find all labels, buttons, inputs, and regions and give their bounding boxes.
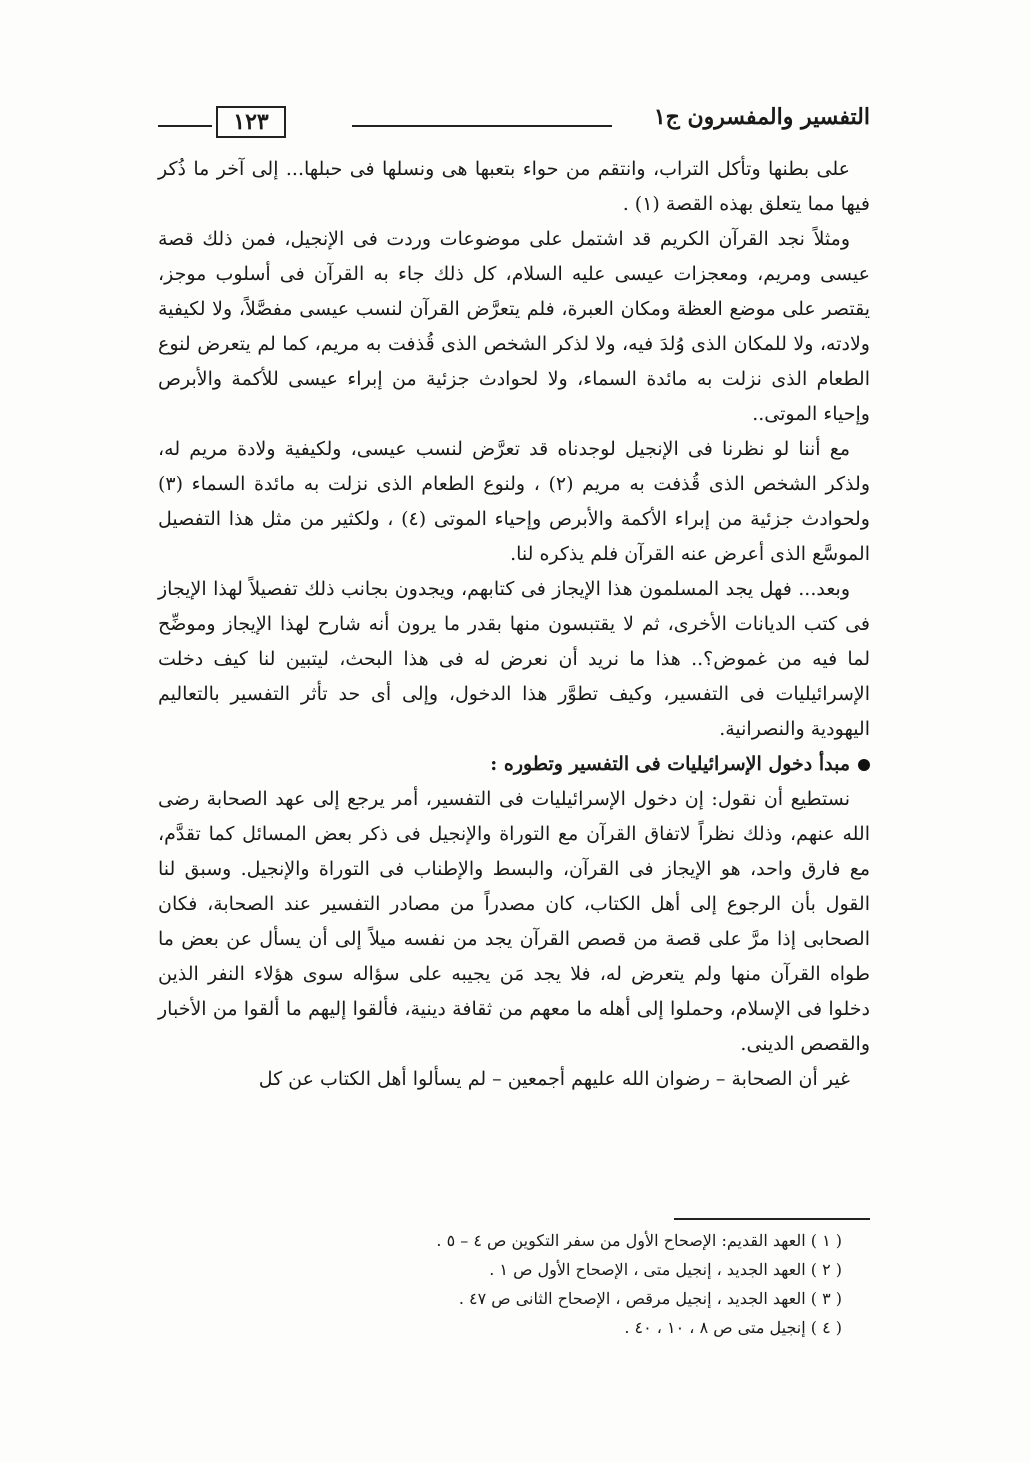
section-heading-text: مبدأ دخول الإسرائيليات فى التفسير وتطوره : (490, 753, 850, 775)
paragraph: نستطيع أن نقول: إن دخول الإسرائيليات فى التفسير، أمر يرجع إلى عهد الصحابة رضى الله عنهم، وذلك نظراً لاتفاق القرآن مع التوراة والإنجيل فى ذكر بعض المسائل كما تقدَّم، مع فارق واحد، هو الإيجاز فى القرآن، والبسط والإطناب فى التوراة والإنجيل. وسبق لنا القول بأن الرجوع إلى أهل الكتاب، كان مصدراً من مصادر التفسير عند الصحابة، فكان الصحابى إذا مرَّ على قصة من قصص القرآن يجد من نفسه ميلاً إلى أن يسأل عن بعض ما طواه القرآن منها ولم يتعرض له، فلا يجد مَن يجيبه على سؤاله سوى هؤلاء النفر الذين دخلوا فى الإسلام، وحملوا إلى أهله ما معهم من ثقافة دينية، فألقوا إليهم ما ألقوا من الأخبار والقصص الدينى. (158, 788, 870, 1055)
footnote: ( ١ ) العهد القديم: الإصحاح الأول من سفر التكوين ص ٤ – ٥ . (436, 1231, 842, 1250)
footnote: ( ٢ ) العهد الجديد ، إنجيل متى ، الإصحاح الأول ص ١ . (489, 1260, 842, 1279)
book-page (158, 98, 870, 1388)
running-header (158, 98, 870, 140)
header-rule (352, 125, 612, 127)
paragraph: وبعد... فهل يجد المسلمون هذا الإيجاز فى كتابهم، ويجدون بجانب ذلك تفصيلاً لهذا الإيجاز فى كتب الديانات الأخرى، ثم لا يقتبسون منها بقدر ما يرون أنه شارح لهذا الإيجاز وموضِّح لما فيه من غموض؟.. هذا ما نريد أن نعرض له فى هذا البحث، ليتبين لنا كيف دخلت الإسرائيليات فى التفسير، وكيف تطوَّر هذا الدخول، وإلى أى حد تأثر التفسير بالتعاليم اليهودية والنصرانية. (158, 578, 870, 740)
paragraph: ومثلاً نجد القرآن الكريم قد اشتمل على موضوعات وردت فى الإنجيل، فمن ذلك قصة عيسى ومريم، ومعجزات عيسى عليه السلام، كل ذلك جاء به القرآن فى أسلوب موجز، يقتصر على موضع العظة ومكان العبرة، فلم يتعرَّض القرآن لنسب عيسى مفصَّلاً، ولا لكيفية ولادته، ولا للمكان الذى وُلدَ فيه، ولا لذكر الشخص الذى قُذفت به مريم، كما لم يتعرض لنوع الطعام الذى نزلت به مائدة السماء، ولا لحوادث جزئية من إبراء عيسى للأكمة والأبرص وإحياء الموتى.. (158, 228, 870, 425)
paragraph: غير أن الصحابة – رضوان الله عليهم أجمعين – لم يسألوا أهل الكتاب عن كل (258, 1068, 850, 1090)
paragraph: مع أننا لو نظرنا فى الإنجيل لوجدناه قد تعرَّض لنسب عيسى، ولكيفية ولادة مريم له، ولذكر الشخص الذى قُذفت به مريم (٢) ، ولنوع الطعام الذى نزلت به مائدة السماء (٣) ولحوادث جزئية من إبراء الأكمة والأبرص وإحياء الموتى (٤) ، ولكثير من مثل هذا التفصيل الموسَّع الذى أعرض عنه القرآن فلم يذكره لنا. (158, 438, 870, 565)
paragraph: على بطنها وتأكل التراب، وانتقم من حواء بتعبها هى ونسلها فى حبلها... إلى آخر ما ذُكر فيها مما يتعلق بهذه القصة (١) . (158, 158, 870, 215)
page-number: ١٢٣ (216, 106, 286, 138)
footnote: ( ٣ ) العهد الجديد ، إنجيل مرقص ، الإصحاح الثانى ص ٤٧ . (458, 1289, 842, 1308)
footnote-rule (674, 1218, 870, 1220)
header-rule-end (158, 125, 212, 127)
section-heading (158, 747, 870, 782)
bullet-icon (858, 759, 870, 771)
page-body (158, 152, 870, 1097)
footnote: ( ٤ ) إنجيل متى ص ٨ ، ١٠ ، ٤٠ . (624, 1318, 842, 1337)
header-title: التفسير والمفسرون ج١ (653, 104, 870, 130)
footnotes (158, 1226, 842, 1342)
